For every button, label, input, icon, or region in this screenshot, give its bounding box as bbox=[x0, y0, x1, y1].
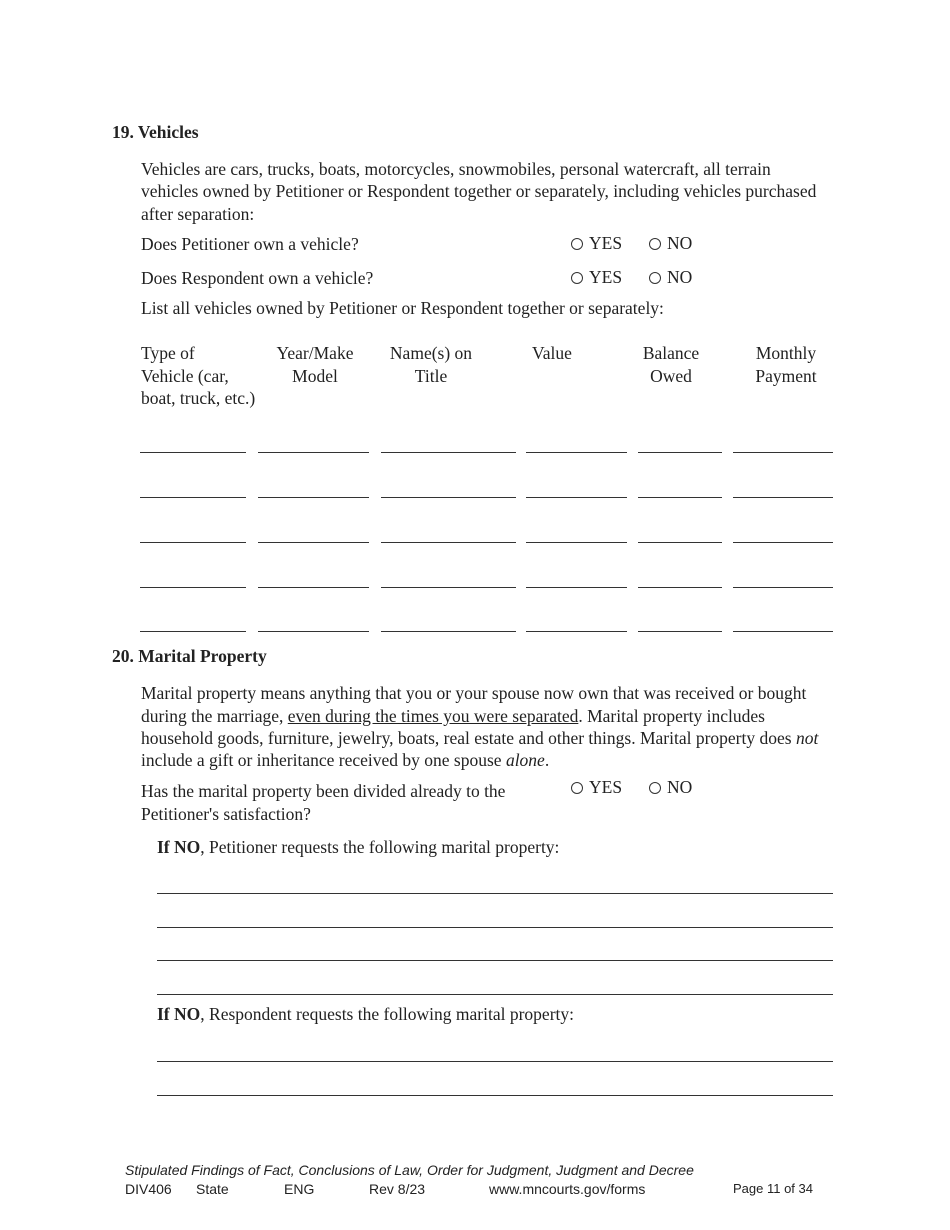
value-field[interactable] bbox=[526, 587, 627, 588]
radio-circle-icon[interactable] bbox=[571, 272, 583, 284]
vehicles-intro-line-1: Vehicles are cars, trucks, boats, motorcycles, snowmobiles, personal watercraft, all terrain bbox=[141, 159, 771, 179]
monthly-payment-field[interactable] bbox=[733, 452, 833, 453]
petitioner-vehicle-yes-option[interactable]: YES bbox=[571, 233, 622, 254]
footer-form-id: DIV406 bbox=[125, 1181, 172, 1197]
col-balance-owed-header: Balance Owed bbox=[642, 343, 700, 386]
footer-document-title: Stipulated Findings of Fact, Conclusions of Law, Order for Judgment, Judgment and Decree bbox=[125, 1162, 694, 1178]
balance-owed-field[interactable] bbox=[638, 631, 722, 632]
type-of-vehicle-field[interactable] bbox=[140, 542, 246, 543]
marital-property-para-line-2: during the marriage, even during the times you were separated. Marital property includes bbox=[141, 706, 765, 726]
names-on-title-field[interactable] bbox=[381, 452, 516, 453]
col-names-on-title-header: Name(s) on Title bbox=[389, 343, 473, 386]
monthly-payment-field[interactable] bbox=[733, 631, 833, 632]
value-field[interactable] bbox=[526, 452, 627, 453]
type-of-vehicle-field[interactable] bbox=[140, 587, 246, 588]
marital-property-para-line-3: household goods, furniture, jewelry, boats, real estate and other things. Marital property does not bbox=[141, 728, 819, 748]
col-value-header: Value bbox=[532, 343, 572, 363]
monthly-payment-field[interactable] bbox=[733, 587, 833, 588]
petitioner-request-line[interactable] bbox=[157, 994, 833, 995]
respondent-request-line[interactable] bbox=[157, 1095, 833, 1096]
marital-property-para-line-1: Marital property means anything that you or your spouse now own that was received or bought bbox=[141, 683, 807, 703]
footer-state: State bbox=[196, 1181, 229, 1197]
petitioner-request-label: If NO, Petitioner requests the following marital property: bbox=[157, 837, 560, 857]
monthly-payment-field[interactable] bbox=[733, 497, 833, 498]
names-on-title-field[interactable] bbox=[381, 542, 516, 543]
value-field[interactable] bbox=[526, 497, 627, 498]
footer-url[interactable]: www.mncourts.gov/forms bbox=[489, 1181, 646, 1197]
radio-circle-icon[interactable] bbox=[571, 238, 583, 250]
footer-page-number: Page 11 of 34 bbox=[733, 1181, 813, 1196]
monthly-payment-field[interactable] bbox=[733, 542, 833, 543]
year-make-model-field[interactable] bbox=[258, 452, 369, 453]
col-monthly-payment-header: Monthly Payment bbox=[755, 343, 817, 386]
property-divided-yes-option[interactable]: YES bbox=[571, 777, 622, 798]
respondent-vehicle-no-option[interactable]: NO bbox=[649, 267, 692, 288]
year-make-model-field[interactable] bbox=[258, 497, 369, 498]
vehicles-intro-line-3: after separation: bbox=[141, 204, 255, 224]
radio-circle-icon[interactable] bbox=[571, 782, 583, 794]
marital-property-para-line-4: include a gift or inheritance received by one spouse alone. bbox=[141, 750, 550, 770]
petitioner-vehicle-question: Does Petitioner own a vehicle? bbox=[141, 234, 359, 254]
radio-circle-icon[interactable] bbox=[649, 272, 661, 284]
balance-owed-field[interactable] bbox=[638, 587, 722, 588]
type-of-vehicle-field[interactable] bbox=[140, 452, 246, 453]
respondent-vehicle-yes-option[interactable]: YES bbox=[571, 267, 622, 288]
respondent-request-label: If NO, Respondent requests the following marital property: bbox=[157, 1004, 575, 1024]
radio-circle-icon[interactable] bbox=[649, 238, 661, 250]
petitioner-request-line[interactable] bbox=[157, 927, 833, 928]
petitioner-vehicle-no-option[interactable]: NO bbox=[649, 233, 692, 254]
footer-language: ENG bbox=[284, 1181, 315, 1197]
radio-circle-icon[interactable] bbox=[649, 782, 661, 794]
respondent-request-line[interactable] bbox=[157, 1061, 833, 1062]
balance-owed-field[interactable] bbox=[638, 497, 722, 498]
names-on-title-field[interactable] bbox=[381, 631, 516, 632]
petitioner-request-line[interactable] bbox=[157, 893, 833, 894]
property-divided-no-option[interactable]: NO bbox=[649, 777, 692, 798]
value-field[interactable] bbox=[526, 631, 627, 632]
value-field[interactable] bbox=[526, 542, 627, 543]
col-year-make-model-header: Year/Make Model bbox=[276, 343, 354, 386]
names-on-title-field[interactable] bbox=[381, 587, 516, 588]
section-20-heading: 20. Marital Property bbox=[112, 646, 267, 666]
section-19-heading: 19. Vehicles bbox=[112, 122, 199, 142]
names-on-title-field[interactable] bbox=[381, 497, 516, 498]
balance-owed-field[interactable] bbox=[638, 452, 722, 453]
type-of-vehicle-field[interactable] bbox=[140, 631, 246, 632]
vehicle-list-instruction: List all vehicles owned by Petitioner or Respondent together or separately: bbox=[141, 298, 664, 318]
footer-revision: Rev 8/23 bbox=[369, 1181, 426, 1197]
balance-owed-field[interactable] bbox=[638, 542, 722, 543]
property-divided-question: Has the marital property been divided already to the Petitioner's satisfaction? bbox=[141, 781, 506, 824]
year-make-model-field[interactable] bbox=[258, 542, 369, 543]
petitioner-request-line[interactable] bbox=[157, 960, 833, 961]
col-type-of-vehicle-header: Type of Vehicle (car, boat, truck, etc.) bbox=[141, 343, 256, 408]
year-make-model-field[interactable] bbox=[258, 587, 369, 588]
year-make-model-field[interactable] bbox=[258, 631, 369, 632]
type-of-vehicle-field[interactable] bbox=[140, 497, 246, 498]
respondent-vehicle-question: Does Respondent own a vehicle? bbox=[141, 268, 374, 288]
vehicles-intro-line-2: vehicles owned by Petitioner or Respondent together or separately, including vehicles purchased bbox=[141, 181, 817, 201]
